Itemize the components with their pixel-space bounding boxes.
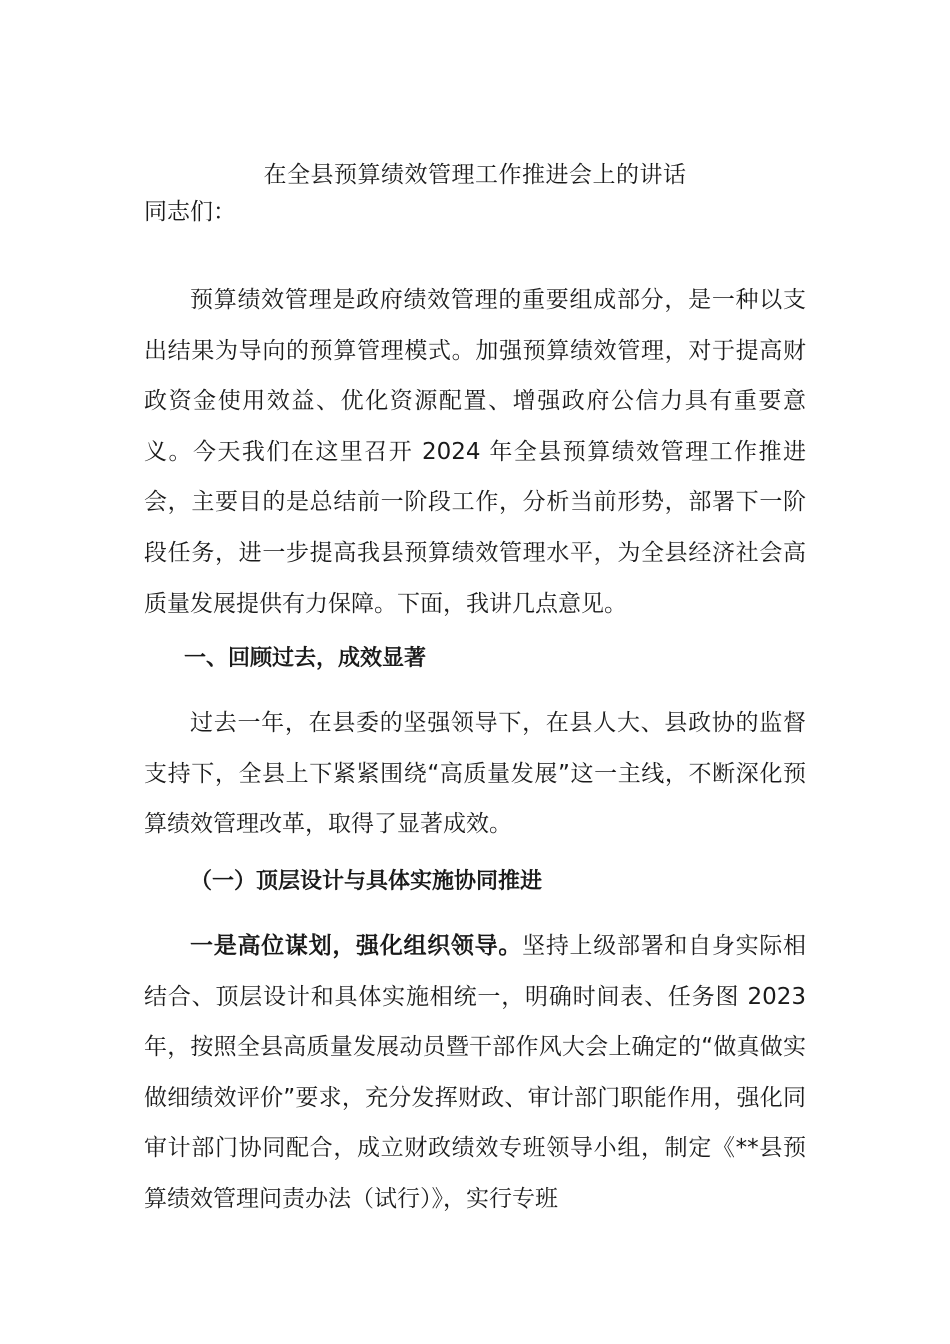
paragraph-planning xyxy=(144,921,806,1225)
paragraph-review: 过去一年，在县委的坚强领导下，在县人大、县政协的监督支持下，全县上下紧紧围绕“高质量发展”这一主线，不断深化预算绩效管理改革，取得了显著成效。 xyxy=(144,710,806,838)
subsection-heading-1: （一）顶层设计与具体实施协同推进 xyxy=(190,869,543,894)
paragraph-lead: 一是高位谋划，强化组织领导。 xyxy=(190,933,523,959)
section-heading-1: 一、回顾过去，成效显著 xyxy=(184,646,427,671)
paragraph-intro: 预算绩效管理是政府绩效管理的重要组成部分，是一种以支出结果为导向的预算管理模式。加强预算绩效管理，对于提高财政资金使用效益、优化资源配置、增强政府公信力具有重要意义。今天我们在这里召开 2024 年全县预算绩效管理工作推进会，主要目的是总结前一阶段工作，分析当前形势，部署下一阶段任务，进一步提高我县预算绩效管理水平，为全县经济社会高质量发展提供有力保障。下面，我讲几点意见。 xyxy=(144,287,806,617)
salutation: 同志们： xyxy=(144,199,236,225)
document-title: 在全县预算绩效管理工作推进会上的讲话 xyxy=(263,162,687,188)
paragraph-body: 坚持上级部署和自身实际相结合、顶层设计和具体实施相统一，明确时间表、任务图 2023 年，按照全县高质量发展动员暨干部作风大会上确定的“做真做实做细绩效评价”要求，充分发挥财政、审计部门职能作用，强化同审计部门协同配合，成立财政绩效专班领导小组，制定《**县预算绩效管理问责办法（试行）》，实行专班 xyxy=(144,933,807,1212)
